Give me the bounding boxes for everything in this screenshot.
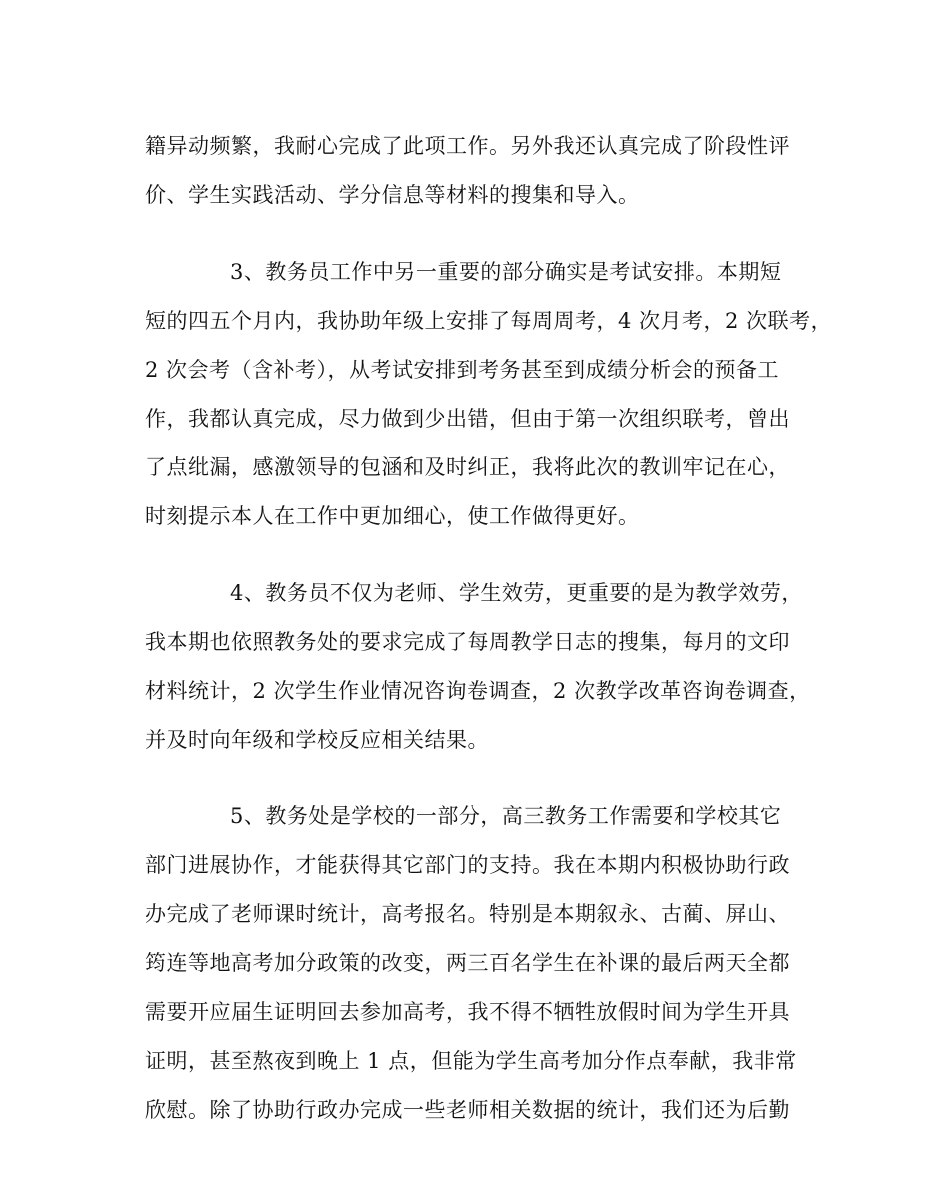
text-line: 时刻提示本人在工作中更加细心，使工作做得更好。 (145, 504, 640, 528)
paragraph-3-start: 3、教务员工作中另一重要的部分确实是考试安排。本期短 (230, 260, 782, 284)
text-line: 证明，甚至熬夜到晚上 1 点，但能为学生高考加分作点奉献，我非常 (145, 1049, 797, 1073)
text-line: 需要开应届生证明回去参加高考，我不得不牺牲放假时间为学生开具 (145, 1000, 790, 1024)
text-line: 部门进展协作，才能获得其它部门的支持。我在本期内积极协助行政 (145, 853, 790, 877)
text-line: 我本期也依照教务处的要求完成了每周教学日志的搜集，每月的文印 (145, 630, 790, 654)
text-line: 办完成了老师课时统计，高考报名。特别是本期叙永、古蔺、屏山、 (145, 902, 790, 926)
text-line: 欣慰。除了协助行政办完成一些老师相关数据的统计，我们还为后勤 (145, 1098, 790, 1122)
text-line: 筠连等地高考加分政策的改变，两三百名学生在补课的最后两天全都 (145, 951, 790, 975)
text-line: 2 次会考（含补考），从考试安排到考务甚至到成绩分析会的预备工 (145, 358, 780, 382)
text-line: 并及时向年级和学校反应相关结果。 (145, 728, 489, 752)
text-line: 材料统计，2 次学生作业情况咨询卷调查，2 次教学改革咨询卷调查， (145, 679, 811, 703)
text-line: 价、学生实践活动、学分信息等材料的搜集和导入。 (145, 183, 640, 207)
text-line: 作，我都认真完成，尽力做到少出错，但由于第一次组织联考，曾出 (145, 407, 790, 431)
text-line: 短的四五个月内，我协助年级上安排了每周周考，4 次月考，2 次联考， (145, 309, 833, 333)
paragraph-4-start: 4、教务员不仅为老师、学生效劳，更重要的是为教学效劳， (230, 581, 803, 605)
paragraph-5-start: 5、教务处是学校的一部分，高三教务工作需要和学校其它 (230, 804, 782, 828)
text-line: 了点纰漏，感激领导的包涵和及时纠正，我将此次的教训牢记在心， (145, 455, 790, 479)
text-line: 籍异动频繁，我耐心完成了此项工作。另外我还认真完成了阶段性评 (145, 134, 790, 158)
